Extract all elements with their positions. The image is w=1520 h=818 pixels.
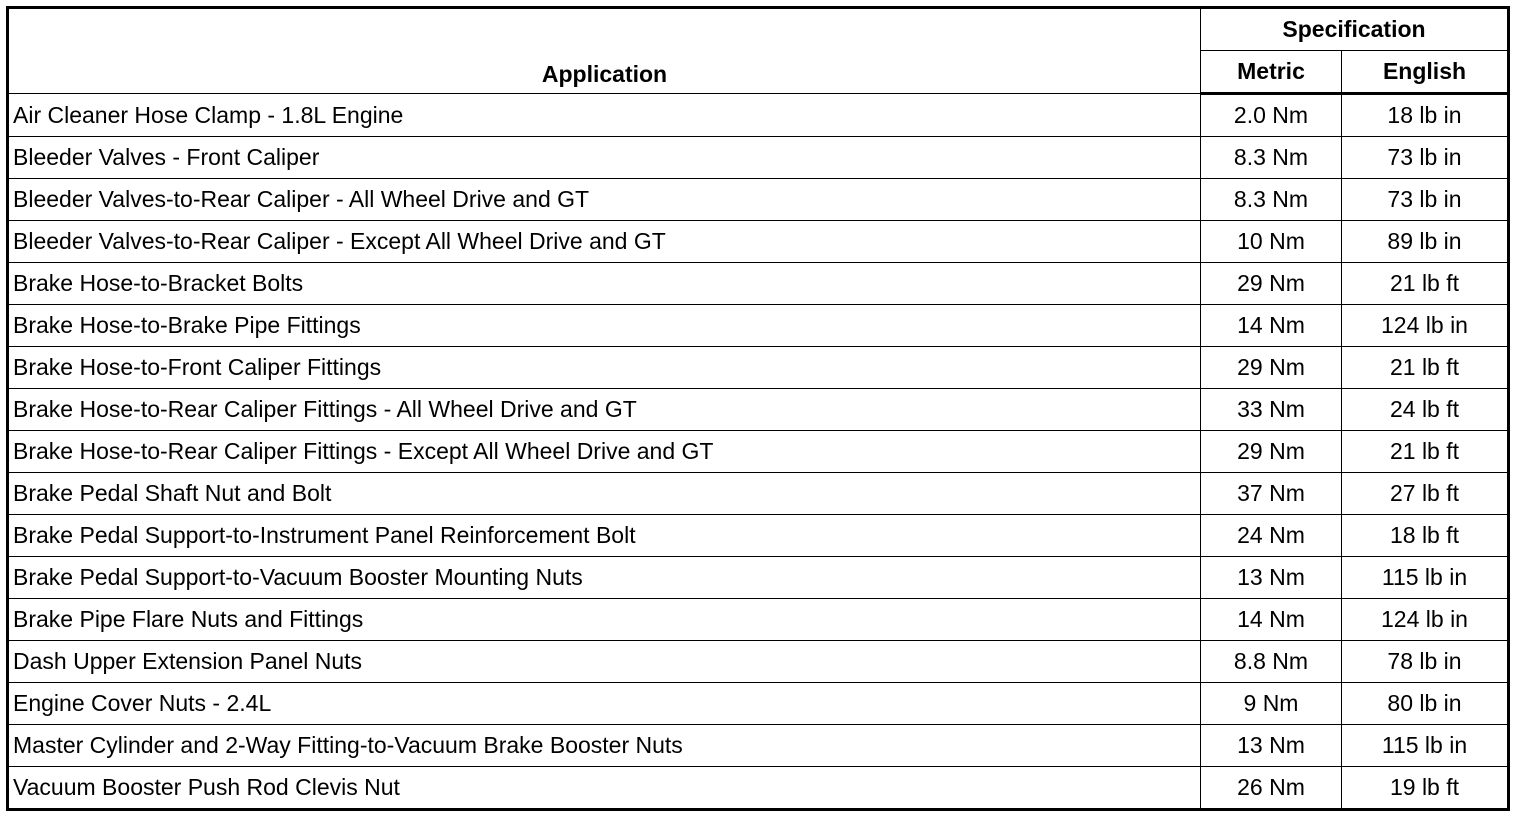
- application-cell: Brake Hose-to-Rear Caliper Fittings - All Wheel Drive and GT: [8, 389, 1201, 431]
- english-cell: 115 lb in: [1342, 725, 1509, 767]
- table-row: [8, 725, 1509, 767]
- metric-cell: 29 Nm: [1201, 431, 1342, 473]
- metric-cell: 29 Nm: [1201, 263, 1342, 305]
- application-cell: Brake Hose-to-Brake Pipe Fittings: [8, 305, 1201, 347]
- application-cell: Brake Hose-to-Front Caliper Fittings: [8, 347, 1201, 389]
- table-row: [8, 389, 1509, 431]
- metric-cell: 13 Nm: [1201, 725, 1342, 767]
- table-row: [8, 221, 1509, 263]
- metric-cell: 8.8 Nm: [1201, 641, 1342, 683]
- application-cell: Brake Pedal Support-to-Instrument Panel Reinforcement Bolt: [8, 515, 1201, 557]
- english-cell: 73 lb in: [1342, 179, 1509, 221]
- table-row: [8, 473, 1509, 515]
- english-cell: 124 lb in: [1342, 599, 1509, 641]
- application-cell: Vacuum Booster Push Rod Clevis Nut: [8, 767, 1201, 810]
- application-cell: Bleeder Valves-to-Rear Caliper - Except All Wheel Drive and GT: [8, 221, 1201, 263]
- english-cell: 21 lb ft: [1342, 431, 1509, 473]
- metric-cell: 29 Nm: [1201, 347, 1342, 389]
- metric-cell: 24 Nm: [1201, 515, 1342, 557]
- header-row-top: [8, 8, 1509, 51]
- metric-cell: 8.3 Nm: [1201, 179, 1342, 221]
- metric-cell: 14 Nm: [1201, 599, 1342, 641]
- metric-cell: 33 Nm: [1201, 389, 1342, 431]
- application-cell: Air Cleaner Hose Clamp - 1.8L Engine: [8, 94, 1201, 137]
- application-cell: Master Cylinder and 2-Way Fitting-to-Vacuum Brake Booster Nuts: [8, 725, 1201, 767]
- table-row: [8, 137, 1509, 179]
- metric-cell: 13 Nm: [1201, 557, 1342, 599]
- metric-cell: 2.0 Nm: [1201, 94, 1342, 137]
- english-cell: 124 lb in: [1342, 305, 1509, 347]
- application-cell: Bleeder Valves-to-Rear Caliper - All Wheel Drive and GT: [8, 179, 1201, 221]
- table-row: [8, 263, 1509, 305]
- application-cell: Brake Pedal Support-to-Vacuum Booster Mounting Nuts: [8, 557, 1201, 599]
- table-row: [8, 557, 1509, 599]
- english-cell: 18 lb ft: [1342, 515, 1509, 557]
- application-cell: Brake Hose-to-Bracket Bolts: [8, 263, 1201, 305]
- metric-cell: 26 Nm: [1201, 767, 1342, 810]
- table-row: [8, 683, 1509, 725]
- table-header: [8, 8, 1509, 94]
- application-cell: Brake Pipe Flare Nuts and Fittings: [8, 599, 1201, 641]
- metric-cell: 10 Nm: [1201, 221, 1342, 263]
- english-cell: 115 lb in: [1342, 557, 1509, 599]
- application-cell: Brake Hose-to-Rear Caliper Fittings - Except All Wheel Drive and GT: [8, 431, 1201, 473]
- english-cell: 21 lb ft: [1342, 347, 1509, 389]
- table-row: [8, 515, 1509, 557]
- application-cell: Brake Pedal Shaft Nut and Bolt: [8, 473, 1201, 515]
- english-cell: 89 lb in: [1342, 221, 1509, 263]
- table-row: [8, 94, 1509, 137]
- header-english: English: [1342, 51, 1509, 94]
- application-cell: Bleeder Valves - Front Caliper: [8, 137, 1201, 179]
- table-body: [8, 94, 1509, 810]
- header-specification: Specification: [1201, 8, 1509, 51]
- table-row: [8, 431, 1509, 473]
- application-cell: Dash Upper Extension Panel Nuts: [8, 641, 1201, 683]
- english-cell: 78 lb in: [1342, 641, 1509, 683]
- metric-cell: 9 Nm: [1201, 683, 1342, 725]
- english-cell: 19 lb ft: [1342, 767, 1509, 810]
- table-row: [8, 641, 1509, 683]
- english-cell: 24 lb ft: [1342, 389, 1509, 431]
- english-cell: 73 lb in: [1342, 137, 1509, 179]
- english-cell: 18 lb in: [1342, 94, 1509, 137]
- metric-cell: 8.3 Nm: [1201, 137, 1342, 179]
- header-metric: Metric: [1201, 51, 1342, 94]
- english-cell: 21 lb ft: [1342, 263, 1509, 305]
- table-row: [8, 179, 1509, 221]
- header-application: Application: [8, 8, 1201, 94]
- english-cell: 27 lb ft: [1342, 473, 1509, 515]
- table-row: [8, 305, 1509, 347]
- table-row: [8, 599, 1509, 641]
- metric-cell: 37 Nm: [1201, 473, 1342, 515]
- english-cell: 80 lb in: [1342, 683, 1509, 725]
- application-cell: Engine Cover Nuts - 2.4L: [8, 683, 1201, 725]
- fastener-spec-table: [6, 6, 1510, 811]
- table-row: [8, 767, 1509, 810]
- metric-cell: 14 Nm: [1201, 305, 1342, 347]
- table-row: [8, 347, 1509, 389]
